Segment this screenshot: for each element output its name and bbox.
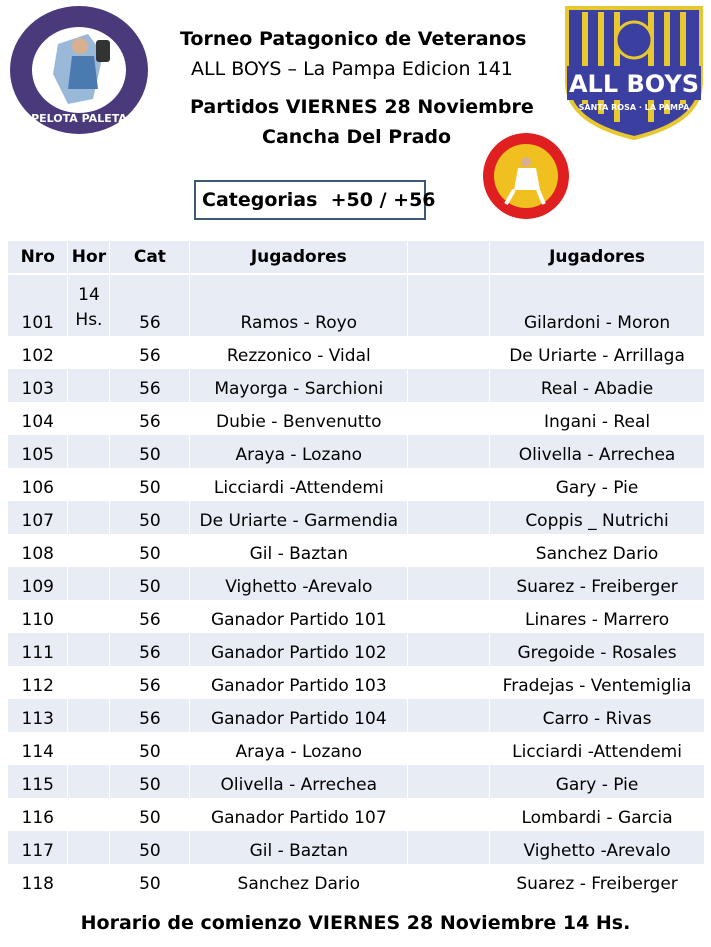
cell-cat: 50	[110, 534, 190, 567]
fronton-el-prado-logo	[480, 132, 572, 220]
cell-cat: 56	[110, 699, 190, 732]
categories-label: Categorias +50 / +56	[202, 189, 436, 211]
logo-right-sub: SANTA ROSA · LA PAMPA	[578, 103, 690, 112]
cell-spacer	[408, 732, 490, 765]
cell-jugadores-1: Gil - Baztan	[190, 534, 408, 567]
cell-jugadores-1: Ganador Partido 107	[190, 798, 408, 831]
cell-hor	[68, 831, 110, 864]
cell-jugadores-1: Licciardi -Attendemi	[190, 468, 408, 501]
cell-jugadores-1: Rezzonico - Vidal	[190, 336, 408, 369]
cell-cat: 56	[110, 369, 190, 402]
cell-jugadores-2: Gregoide - Rosales	[490, 633, 705, 666]
cell-spacer	[408, 699, 490, 732]
cell-jugadores-2: Carro - Rivas	[490, 699, 705, 732]
cell-cat: 50	[110, 501, 190, 534]
table-row	[8, 798, 705, 831]
table-row	[8, 666, 705, 699]
cell-jugadores-2: Coppis _ Nutrichi	[490, 501, 705, 534]
table-row	[8, 831, 705, 864]
table-row	[8, 468, 705, 501]
cell-spacer	[408, 435, 490, 468]
cell-cat: 56	[110, 633, 190, 666]
cell-cat: 50	[110, 567, 190, 600]
cell-spacer	[408, 402, 490, 435]
matches-table	[8, 241, 705, 897]
cell-hor	[68, 864, 110, 897]
cell-jugadores-1: De Uriarte - Garmendia	[190, 501, 408, 534]
cell-cat: 50	[110, 732, 190, 765]
title-line-1: Torneo Patagonico de Veteranos	[180, 28, 527, 50]
cell-hor	[68, 798, 110, 831]
cell-spacer	[408, 765, 490, 798]
cell-spacer	[408, 468, 490, 501]
cell-cat: 56	[110, 666, 190, 699]
cell-cat: 50	[110, 435, 190, 468]
cell-hor	[68, 633, 110, 666]
header-jugadores-1: Jugadores	[190, 241, 408, 274]
cell-cat: 50	[110, 864, 190, 897]
cell-nro: 109	[8, 567, 68, 600]
cell-jugadores-1: Ganador Partido 104	[190, 699, 408, 732]
cell-spacer	[408, 831, 490, 864]
header-jugadores-2: Jugadores	[490, 241, 705, 274]
cell-nro: 103	[8, 369, 68, 402]
cell-jugadores-1: Araya - Lozano	[190, 435, 408, 468]
cell-nro: 106	[8, 468, 68, 501]
cell-hor	[68, 600, 110, 633]
cell-jugadores-1: Ganador Partido 101	[190, 600, 408, 633]
cell-jugadores-1: Sanchez Dario	[190, 864, 408, 897]
cell-nro: 110	[8, 600, 68, 633]
cell-jugadores-2: Lombardi - Garcia	[490, 798, 705, 831]
cell-hor	[68, 501, 110, 534]
cell-jugadores-2: Gilardoni - Moron	[490, 274, 705, 336]
cell-spacer	[408, 798, 490, 831]
table-row	[8, 765, 705, 798]
cell-jugadores-2: Vighetto -Arevalo	[490, 831, 705, 864]
cell-spacer	[408, 666, 490, 699]
cell-jugadores-2: Suarez - Freiberger	[490, 864, 705, 897]
cell-jugadores-2: Gary - Pie	[490, 765, 705, 798]
cell-jugadores-1: Dubie - Benvenutto	[190, 402, 408, 435]
table-row	[8, 274, 705, 336]
cell-hor	[68, 567, 110, 600]
title-line-4: Cancha Del Prado	[262, 126, 452, 148]
cell-jugadores-2: Licciardi -Attendemi	[490, 732, 705, 765]
cell-nro: 115	[8, 765, 68, 798]
cell-spacer	[408, 600, 490, 633]
cell-hor	[68, 534, 110, 567]
table-row	[8, 864, 705, 897]
table-row	[8, 732, 705, 765]
cell-jugadores-1: Ganador Partido 102	[190, 633, 408, 666]
cell-jugadores-2: Suarez - Freiberger	[490, 567, 705, 600]
table-row	[8, 501, 705, 534]
table-row	[8, 534, 705, 567]
cell-hor	[68, 765, 110, 798]
header-spacer	[408, 241, 490, 274]
cell-cat: 56	[110, 600, 190, 633]
cell-nro: 101	[8, 274, 68, 336]
all-boys-shield-logo	[563, 4, 705, 140]
cell-jugadores-1: Gil - Baztan	[190, 831, 408, 864]
cell-nro: 111	[8, 633, 68, 666]
cell-jugadores-2: Linares - Marrero	[490, 600, 705, 633]
cell-spacer	[408, 274, 490, 336]
cell-hor	[68, 666, 110, 699]
cell-jugadores-1: Vighetto -Arevalo	[190, 567, 408, 600]
cell-jugadores-2: Gary - Pie	[490, 468, 705, 501]
cell-jugadores-2: Sanchez Dario	[490, 534, 705, 567]
cell-spacer	[408, 336, 490, 369]
table-row	[8, 402, 705, 435]
cell-nro: 118	[8, 864, 68, 897]
cell-spacer	[408, 567, 490, 600]
cell-jugadores-2: Ingani - Real	[490, 402, 705, 435]
cell-nro: 108	[8, 534, 68, 567]
table-row	[8, 600, 705, 633]
cell-spacer	[408, 534, 490, 567]
cell-nro: 113	[8, 699, 68, 732]
cell-nro: 107	[8, 501, 68, 534]
title-line-2: ALL BOYS – La Pampa Edicion 141	[191, 58, 513, 80]
cell-hor	[68, 435, 110, 468]
cell-hor	[68, 468, 110, 501]
torneo-patagonico-logo	[8, 4, 150, 136]
cell-jugadores-1: Ramos - Royo	[190, 274, 408, 336]
cell-jugadores-1: Olivella - Arrechea	[190, 765, 408, 798]
table-row	[8, 369, 705, 402]
cell-jugadores-1: Mayorga - Sarchioni	[190, 369, 408, 402]
header-nro: Nro	[8, 241, 68, 274]
cell-nro: 102	[8, 336, 68, 369]
cell-nro: 116	[8, 798, 68, 831]
header-cat: Cat	[110, 241, 190, 274]
cell-cat: 50	[110, 831, 190, 864]
cell-spacer	[408, 633, 490, 666]
cell-hor	[68, 402, 110, 435]
cell-hor	[68, 369, 110, 402]
cell-jugadores-2: De Uriarte - Arrillaga	[490, 336, 705, 369]
cell-jugadores-1: Araya - Lozano	[190, 732, 408, 765]
header-hor: Hor	[68, 241, 110, 274]
cell-hor	[68, 699, 110, 732]
cell-hor	[68, 336, 110, 369]
cell-hor	[68, 732, 110, 765]
cell-cat: 50	[110, 468, 190, 501]
table-row	[8, 336, 705, 369]
cell-jugadores-1: Ganador Partido 103	[190, 666, 408, 699]
cell-jugadores-2: Fradejas - Ventemiglia	[490, 666, 705, 699]
cell-cat: 50	[110, 798, 190, 831]
cell-cat: 56	[110, 336, 190, 369]
cell-spacer	[408, 864, 490, 897]
cell-nro: 112	[8, 666, 68, 699]
table-header-row	[8, 241, 705, 274]
cell-jugadores-2: Real - Abadie	[490, 369, 705, 402]
cell-nro: 104	[8, 402, 68, 435]
categories-box	[194, 180, 436, 220]
cell-nro: 105	[8, 435, 68, 468]
logo-left-bottom-text: PELOTA PALETA	[31, 112, 127, 125]
table-row	[8, 633, 705, 666]
cell-cat: 56	[110, 274, 190, 336]
cell-cat: 50	[110, 765, 190, 798]
table-row	[8, 699, 705, 732]
cell-nro: 114	[8, 732, 68, 765]
cell-cat: 56	[110, 402, 190, 435]
cell-spacer	[408, 501, 490, 534]
title-line-3: Partidos VIERNES 28 Noviembre	[190, 96, 534, 118]
cell-jugadores-2: Olivella - Arrechea	[490, 435, 705, 468]
logo-right-name: ALL BOYS	[568, 70, 700, 98]
table-row	[8, 435, 705, 468]
cell-hor: 14 Hs.	[68, 274, 110, 336]
cell-spacer	[408, 369, 490, 402]
cell-nro: 117	[8, 831, 68, 864]
table-row	[8, 567, 705, 600]
start-time-footer: Horario de comienzo VIERNES 28 Noviembre 14 Hs.	[80, 912, 631, 934]
